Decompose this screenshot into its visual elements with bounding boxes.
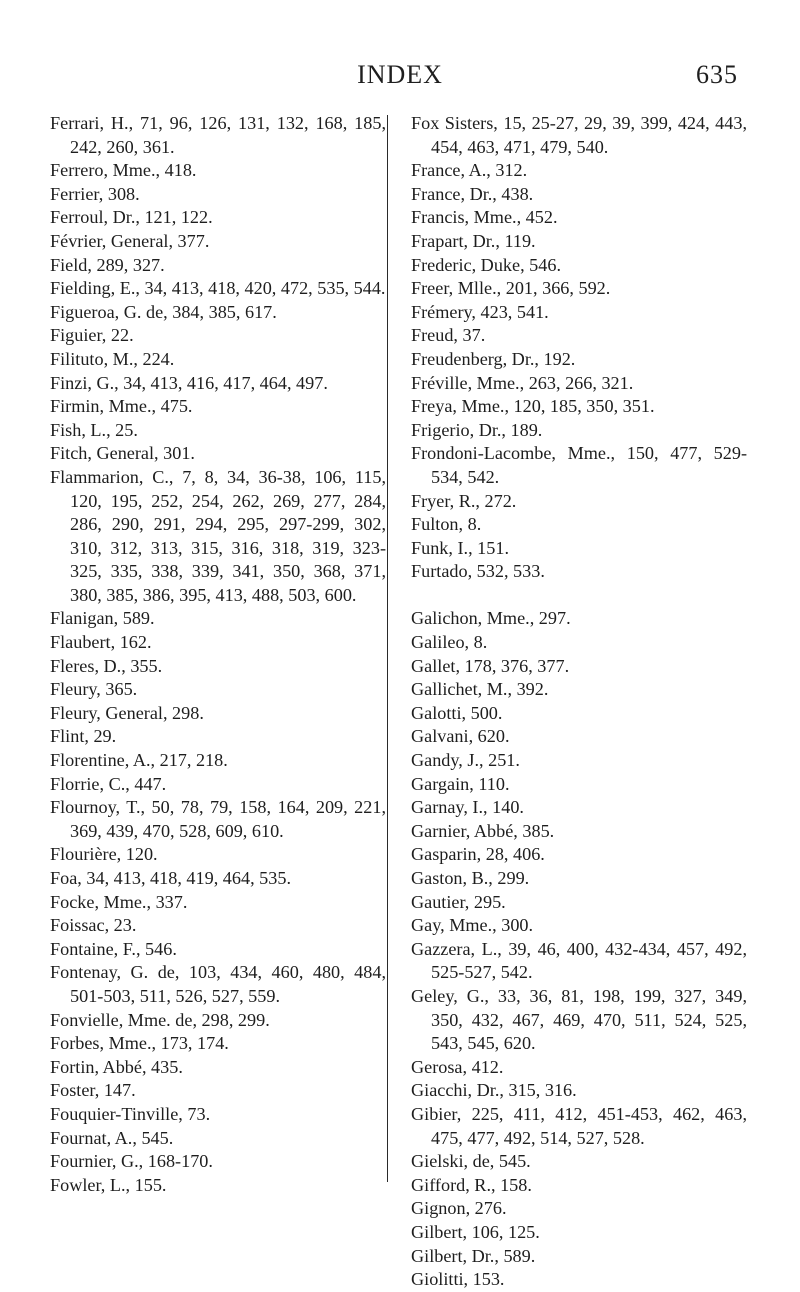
index-entry: Florrie, C., 447. <box>50 773 167 794</box>
index-entry: Freya, Mme., 120, 185, 350, 351. <box>411 396 655 417</box>
index-entry: France, A., 312. <box>411 160 528 181</box>
index-entry: Fortin, Abbé, 435. <box>50 1056 183 1077</box>
index-entry: Francis, Mme., 452. <box>411 207 558 228</box>
index-entry: Fielding, E., 34, 413, 418, 420, 472, 535, 544. <box>50 278 386 299</box>
index-entry: Fleury, General, 298. <box>50 702 204 723</box>
index-entry: Gerosa, 412. <box>411 1056 504 1077</box>
index-entry: Freud, 37. <box>411 325 486 346</box>
index-entry: Gautier, 295. <box>411 891 506 912</box>
index-entry: Field, 289, 327. <box>50 254 165 275</box>
page-number: 635 <box>696 60 738 89</box>
index-entry: Foissac, 23. <box>50 915 137 936</box>
index-entry: Galotti, 500. <box>411 702 503 723</box>
index-entry: Frémery, 423, 541. <box>411 301 549 322</box>
index-entry: Frapart, Dr., 119. <box>411 230 536 251</box>
index-entry: Ferrari, H., 71, 96, 126, 131, 132, 168, 185, 242, 260, 361. <box>50 113 386 157</box>
index-entry: Garnier, Abbé, 385. <box>411 820 555 841</box>
index-entry: Focke, Mme., 337. <box>50 891 188 912</box>
index-entry: Gielski, de, 545. <box>411 1151 531 1172</box>
index-entry: Filituto, M., 224. <box>50 348 175 369</box>
index-entry: Giacchi, Dr., 315, 316. <box>411 1080 577 1101</box>
index-entry: Gazzera, L., 39, 46, 400, 432-434, 457, 492, 525-527, 542. <box>411 938 747 983</box>
index-entry: Fréville, Mme., 263, 266, 321. <box>411 372 634 393</box>
index-entry: Ferrero, Mme., 418. <box>50 160 197 181</box>
index-entry: Forbes, Mme., 173, 174. <box>50 1033 229 1054</box>
index-entry: Fontenay, G. de, 103, 434, 460, 480, 484, 501-503, 511, 526, 527, 559. <box>50 962 386 1006</box>
index-entry: Fouquier-Tinville, 73. <box>50 1103 211 1124</box>
index-entry: Freudenberg, Dr., 192. <box>411 348 576 369</box>
index-entry: Foster, 147. <box>50 1080 136 1101</box>
index-entry: Freer, Mlle., 201, 366, 592. <box>411 278 611 299</box>
index-entry: Fournat, A., 545. <box>50 1127 174 1148</box>
index-entry: Foa, 34, 413, 418, 419, 464, 535. <box>50 868 291 888</box>
index-entry: Ferrier, 308. <box>50 183 140 204</box>
index-entry: Finzi, G., 34, 413, 416, 417, 464, 497. <box>50 372 328 393</box>
index-entry: Gallichet, M., 392. <box>411 679 549 700</box>
index-entry: Gaston, B., 299. <box>411 868 530 888</box>
index-entry: Fish, L., 25. <box>50 419 138 440</box>
index-entry: Fox Sisters, 15, 25-27, 29, 39, 399, 424, 443, 454, 463, 471, 479, 540. <box>411 113 747 157</box>
letter-section-gap <box>411 584 747 608</box>
index-entry: Fulton, 8. <box>411 514 482 535</box>
index-entry: Galichon, Mme., 297. <box>411 608 571 629</box>
index-entry: Gasparin, 28, 406. <box>411 844 545 865</box>
index-entry: Gandy, J., 251. <box>411 750 520 771</box>
index-entry: Frigerio, Dr., 189. <box>411 419 543 440</box>
index-entry: Flournoy, T., 50, 78, 79, 158, 164, 209, 221, 369, 439, 470, 528, 609, 610. <box>50 797 386 841</box>
index-entry: Giolitti, 153. <box>411 1269 505 1290</box>
index-entry: Gay, Mme., 300. <box>411 915 534 936</box>
index-entry: Furtado, 532, 533. <box>411 561 545 582</box>
index-entry: Fonvielle, Mme. de, 298, 299. <box>50 1009 270 1030</box>
index-entry: Firmin, Mme., 475. <box>50 396 193 417</box>
index-entry: Flammarion, C., 7, 8, 34, 36-38, 106, 115, 120, 195, 252, 254, 262, 269, 277, 284, 286, 290, 291, 294, 295, 297-299, 302, 310, 312, 313, 315, 316, 318, 319, 323-325, 335, 338, 339, 341, 350, 368, 371, 380, 385, 386, 395, 413, 488, 503, 600. <box>50 466 386 605</box>
index-entry: France, Dr., 438. <box>411 183 534 204</box>
column-divider <box>387 115 388 1182</box>
index-entry: Funk, I., 151. <box>411 537 510 558</box>
index-entry: Fleres, D., 355. <box>50 655 163 676</box>
index-entry: Février, General, 377. <box>50 230 210 251</box>
index-entry: Galileo, 8. <box>411 632 488 653</box>
index-entry: Fowler, L., 155. <box>50 1174 167 1195</box>
index-entry: Gibier, 225, 411, 412, 451-453, 462, 463, 475, 477, 492, 514, 527, 528. <box>411 1103 747 1148</box>
index-entry: Gignon, 276. <box>411 1198 507 1219</box>
index-entry: Fleury, 365. <box>50 679 138 700</box>
index-entry: Galvani, 620. <box>411 726 510 747</box>
index-entry: Flanigan, 589. <box>50 608 155 629</box>
index-entry: Gilbert, Dr., 589. <box>411 1245 536 1266</box>
index-entry: Garnay, I., 140. <box>411 797 524 818</box>
index-entry: Frederic, Duke, 546. <box>411 254 562 275</box>
index-entry: Gallet, 178, 376, 377. <box>411 655 570 676</box>
index-entry: Figuier, 22. <box>50 325 134 346</box>
index-entry: Gargain, 110. <box>411 773 510 794</box>
index-entry: Figueroa, G. de, 384, 385, 617. <box>50 301 277 322</box>
index-column-right <box>411 112 747 1292</box>
index-entry: Flaubert, 162. <box>50 632 152 653</box>
index-entry: Fryer, R., 272. <box>411 490 517 511</box>
index-entry: Fournier, G., 168-170. <box>50 1151 213 1172</box>
index-entry: Fitch, General, 301. <box>50 443 195 464</box>
index-entry: Gifford, R., 158. <box>411 1174 532 1195</box>
index-entry: Flint, 29. <box>50 726 117 747</box>
index-entry: Ferroul, Dr., 121, 122. <box>50 207 213 228</box>
index-column-left <box>50 112 386 1197</box>
index-entry: Geley, G., 33, 36, 81, 198, 199, 327, 349, 350, 432, 467, 469, 470, 511, 524, 525, 543, 545, 620. <box>411 985 747 1054</box>
index-entry: Fontaine, F., 546. <box>50 938 177 959</box>
page-header <box>0 60 800 100</box>
index-entry: Frondoni-Lacombe, Mme., 150, 477, 529-534, 542. <box>411 443 747 487</box>
index-entry: Florentine, A., 217, 218. <box>50 750 228 771</box>
page-title: INDEX <box>357 60 443 89</box>
index-entry: Gilbert, 106, 125. <box>411 1221 540 1242</box>
index-entry: Flourière, 120. <box>50 844 158 865</box>
